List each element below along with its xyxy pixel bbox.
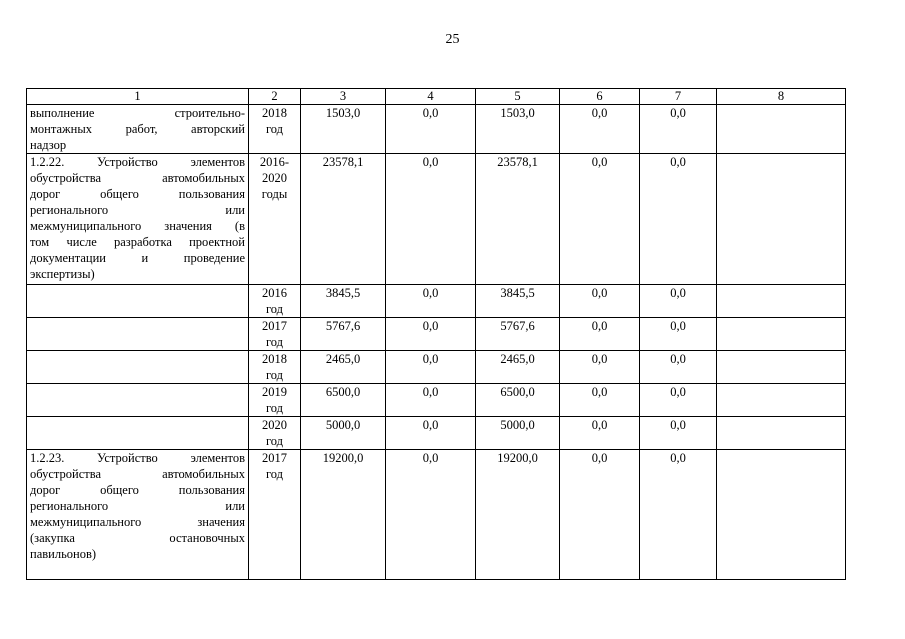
row-description (27, 154, 249, 285)
value-cell-col-4: 0,0 (386, 351, 476, 384)
col-header: 3 (301, 89, 386, 105)
row-description (27, 384, 249, 417)
description-line: документации и проведение (30, 251, 245, 265)
description-line: дорог общего пользования (30, 483, 245, 497)
table-header-row (27, 89, 846, 105)
period-line: 2017 (262, 319, 287, 333)
value-cell-col-4: 0,0 (386, 318, 476, 351)
value-cell-col-4: 0,0 (386, 285, 476, 318)
value-cell-col-8 (717, 285, 846, 318)
value-cell-col-6: 0,0 (560, 351, 640, 384)
row-period (249, 417, 301, 450)
value-cell-col-7: 0,0 (640, 105, 717, 154)
value-cell-col-7: 0,0 (640, 450, 717, 580)
description-line: 1.2.22. Устройство элементов (30, 155, 245, 169)
value-cell-col-3: 6500,0 (301, 384, 386, 417)
description-line: павильонов) (30, 547, 97, 561)
period-line: 2018 (262, 352, 287, 366)
row-description (27, 450, 249, 580)
value-cell-col-4: 0,0 (386, 417, 476, 450)
value-cell-col-8 (717, 318, 846, 351)
col-header: 7 (640, 89, 717, 105)
value-cell-col-4: 0,0 (386, 450, 476, 580)
value-cell-col-5: 23578,1 (476, 154, 560, 285)
row-description (27, 318, 249, 351)
period-line: год (265, 302, 284, 316)
value-cell-col-6: 0,0 (560, 105, 640, 154)
value-cell-col-6: 0,0 (560, 318, 640, 351)
value-cell-col-6: 0,0 (560, 285, 640, 318)
table-row (27, 105, 846, 154)
period-line: 2018 (262, 106, 287, 120)
value-cell-col-5: 5767,6 (476, 318, 560, 351)
description-line: регионального или (30, 203, 245, 217)
value-cell-col-5: 1503,0 (476, 105, 560, 154)
period-line: 2020 (262, 418, 287, 432)
row-period (249, 450, 301, 580)
col-header: 5 (476, 89, 560, 105)
col-header: 8 (717, 89, 846, 105)
row-period (249, 318, 301, 351)
description-line: экспертизы) (30, 267, 95, 281)
col-header: 4 (386, 89, 476, 105)
value-cell-col-8 (717, 384, 846, 417)
row-description (27, 351, 249, 384)
period-line: 2019 (262, 385, 287, 399)
value-cell-col-8 (717, 417, 846, 450)
description-line: монтажных работ, авторский (30, 122, 245, 136)
period-line: 2020 (262, 171, 287, 185)
value-cell-col-5: 3845,5 (476, 285, 560, 318)
period-line: 2016- (259, 155, 290, 169)
budget-table (26, 88, 846, 580)
description-line: межмуниципального значения (в (30, 219, 245, 233)
description-line: дорог общего пользования (30, 187, 245, 201)
value-cell-col-4: 0,0 (386, 384, 476, 417)
period-line: год (265, 335, 284, 349)
description-line: выполнение строительно- (30, 106, 245, 120)
table-row (27, 417, 846, 450)
row-description (27, 285, 249, 318)
value-cell-col-8 (717, 351, 846, 384)
table-row (27, 450, 846, 580)
period-line: годы (261, 187, 288, 201)
period-line: год (265, 467, 284, 481)
value-cell-col-5: 6500,0 (476, 384, 560, 417)
col-header: 6 (560, 89, 640, 105)
period-line: год (265, 368, 284, 382)
row-description (27, 105, 249, 154)
row-period (249, 154, 301, 285)
table-row (27, 384, 846, 417)
value-cell-col-6: 0,0 (560, 154, 640, 285)
value-cell-col-8 (717, 105, 846, 154)
value-cell-col-3: 23578,1 (301, 154, 386, 285)
description-line: регионального или (30, 499, 245, 513)
description-line: том числе разработка проектной (30, 235, 245, 249)
description-line: 1.2.23. Устройство элементов (30, 451, 245, 465)
value-cell-col-3: 2465,0 (301, 351, 386, 384)
value-cell-col-7: 0,0 (640, 384, 717, 417)
description-line: обустройства автомобильных (30, 467, 245, 481)
description-line: обустройства автомобильных (30, 171, 245, 185)
table-row (27, 285, 846, 318)
row-period (249, 105, 301, 154)
description-line: (закупка остановочных (30, 531, 245, 545)
value-cell-col-8 (717, 154, 846, 285)
value-cell-col-8 (717, 450, 846, 580)
description-line: межмуниципального значения (30, 515, 245, 529)
value-cell-col-5: 19200,0 (476, 450, 560, 580)
table-row (27, 318, 846, 351)
row-period (249, 351, 301, 384)
row-description (27, 417, 249, 450)
table-row (27, 351, 846, 384)
value-cell-col-7: 0,0 (640, 285, 717, 318)
col-header: 2 (249, 89, 301, 105)
value-cell-col-4: 0,0 (386, 105, 476, 154)
table-row (27, 154, 846, 285)
value-cell-col-3: 3845,5 (301, 285, 386, 318)
row-period (249, 384, 301, 417)
value-cell-col-3: 1503,0 (301, 105, 386, 154)
value-cell-col-3: 5000,0 (301, 417, 386, 450)
value-cell-col-7: 0,0 (640, 351, 717, 384)
value-cell-col-4: 0,0 (386, 154, 476, 285)
value-cell-col-6: 0,0 (560, 384, 640, 417)
value-cell-col-5: 5000,0 (476, 417, 560, 450)
value-cell-col-6: 0,0 (560, 417, 640, 450)
value-cell-col-7: 0,0 (640, 417, 717, 450)
value-cell-col-7: 0,0 (640, 318, 717, 351)
period-line: 2016 (262, 286, 287, 300)
value-cell-col-6: 0,0 (560, 450, 640, 580)
period-line: год (265, 122, 284, 136)
period-line: год (265, 434, 284, 448)
value-cell-col-5: 2465,0 (476, 351, 560, 384)
value-cell-col-3: 5767,6 (301, 318, 386, 351)
col-header: 1 (27, 89, 249, 105)
value-cell-col-3: 19200,0 (301, 450, 386, 580)
row-period (249, 285, 301, 318)
period-line: 2017 (262, 451, 287, 465)
value-cell-col-7: 0,0 (640, 154, 717, 285)
page-number: 25 (445, 32, 460, 47)
description-line: надзор (30, 138, 67, 152)
period-line: год (265, 401, 284, 415)
